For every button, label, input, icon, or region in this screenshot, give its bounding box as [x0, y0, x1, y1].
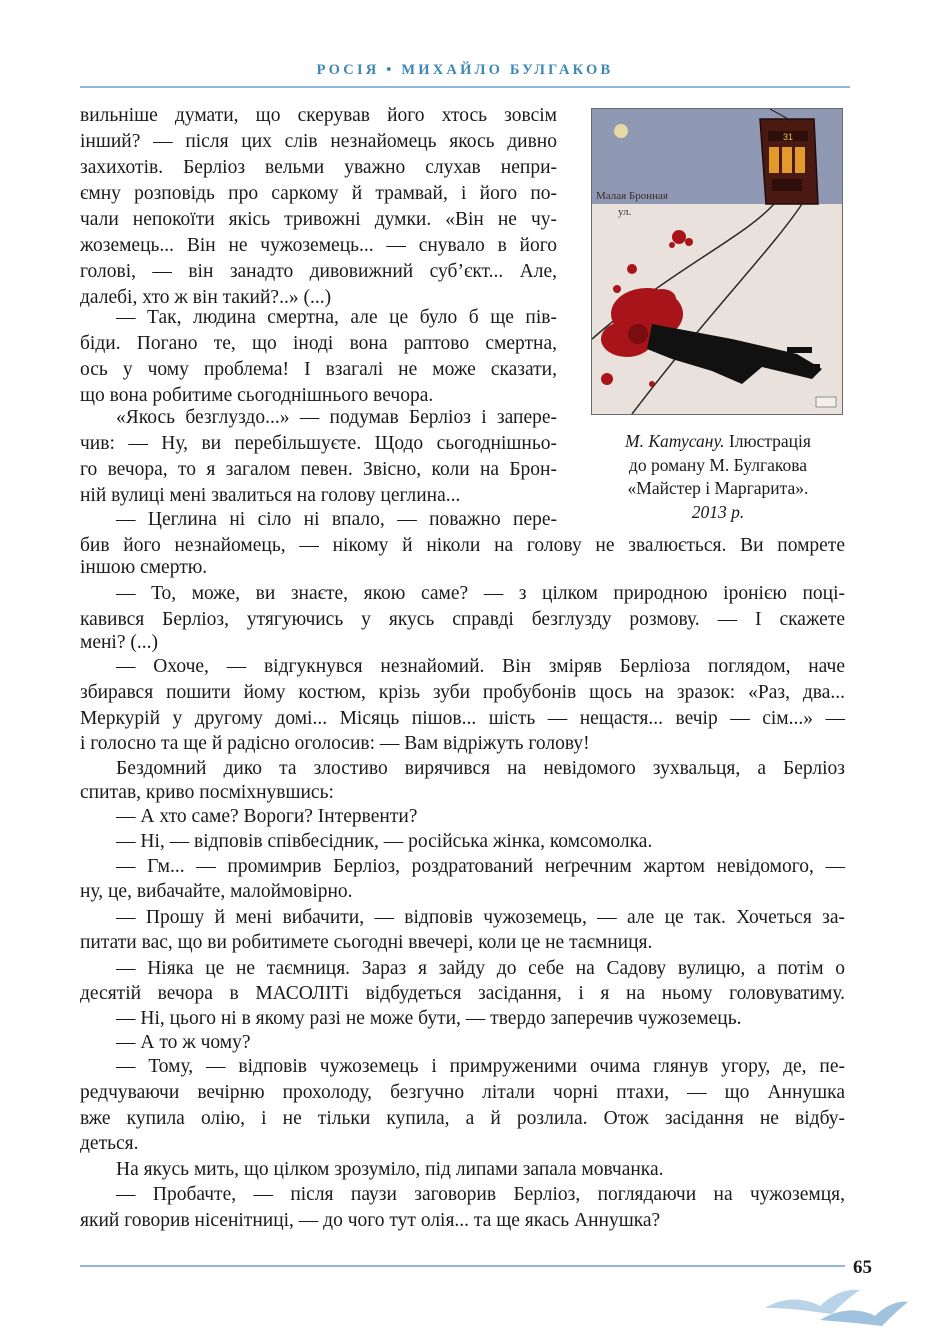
text-line: що вона робитиме сьогоднішнього вечора. — [80, 385, 434, 406]
page-number: 65 — [853, 1257, 872, 1278]
text-line: — Ні, цього ні в якому разі не може бути, — твердо заперечив чужоземець. — [116, 1008, 742, 1029]
moon-shape — [614, 124, 628, 138]
text-line: чали непокоїти якісь тривожні думки. «Він не чу- — [80, 209, 557, 230]
sign-text: Малая Бронная — [596, 190, 668, 202]
text-line: деться. — [80, 1133, 139, 1154]
text-line: — Пробачте, — після паузи заговорив Берліоз, поглядаючи на чужоземця, — [116, 1184, 845, 1205]
running-header: РОСІЯ • МИХАЙЛО БУЛГАКОВ — [316, 62, 614, 78]
text-line: — А хто саме? Вороги? Інтервенти? — [116, 806, 418, 827]
text-line: кавився Берліоз, утягуючись у якусь справді безглузду розмову. — І скажете — [80, 609, 845, 630]
illustration-caption — [583, 430, 853, 524]
text-line: — То, може, ви знаєте, якою саме? — з цілком природною іронією поці- — [116, 583, 845, 604]
text-line: — Ні, — відповів співбесідник, — російська жінка, комсомолка. — [116, 831, 653, 852]
tram-number: 31 — [782, 132, 794, 142]
text-line: голові, — він занадто дивовижний суб’єкт... Але, — [80, 261, 557, 282]
text-line: чив: — Ну, ви перебільшуєте. Щодо сьогоднішньо- — [80, 433, 557, 454]
text-line: біди. Погано те, що іноді вона раптово смертна, — [80, 333, 557, 354]
text-line: вже купила олію, і не тільки купила, а й розлила. Отож засідання не відбу- — [80, 1108, 845, 1129]
footer-divider — [80, 1265, 845, 1267]
text-line: — Ніяка це не таємниця. Зараз я зайду до себе на Садову вулицю, а потім о — [116, 958, 845, 979]
text-line: Бездомний дико та злостиво вирячився на невідомого зухвальця, а Берліоз — [116, 758, 845, 779]
birds-ornament-icon — [760, 1278, 910, 1333]
text-line: мені? (...) — [80, 632, 158, 653]
text-line: вильніше думати, що скерував його хтось зовсім — [80, 105, 557, 126]
text-line: ну, це, вибачайте, малоймовірно. — [80, 881, 353, 902]
text-line: іншою смертю. — [80, 557, 208, 578]
text-line: — Так, людина смертна, але це було б ще пів- — [116, 307, 557, 328]
text-line: — Тому, — відповів чужоземець і примруженими очима глянув угору, де, пе- — [116, 1056, 845, 1077]
text-line: — А то ж чому? — [116, 1032, 251, 1053]
text-line: який говорив нісенітниці, — до чого тут олія... та ще якась Аннушка? — [80, 1210, 661, 1231]
illustration-image — [591, 108, 843, 415]
sign-text-street: ул. — [618, 206, 632, 218]
text-line: захихотів. Берліоз вельми уважно слухав непри- — [80, 157, 557, 178]
text-line: далебі, хто ж він такий?..» (...) — [80, 287, 332, 308]
text-line: і голосно та ще й радісно оголосив: — Вам відріжуть голову! — [80, 733, 590, 754]
text-line: жоземець... Він не чужоземець... — снувало в його — [80, 235, 557, 256]
header-divider — [80, 86, 850, 88]
caption-line-2: до роману М. Булгакова — [628, 454, 808, 475]
text-line: спитав, криво посміхнувшись: — [80, 782, 334, 803]
text-line: «Якось безглуздо...» — подумав Берліоз і запере- — [116, 407, 557, 428]
caption-author: М. Катусану. — [625, 431, 725, 451]
text-line: редчуваючи вечірню прохолоду, безгучно літали чорні птахи, — що Аннушка — [80, 1082, 845, 1103]
tram-shape — [760, 109, 818, 204]
text-line: Меркурій у другому домі... Місяць пішов... шість — нещастя... вечір — сім...» — — [80, 708, 845, 729]
text-line: ось у чому проблема! І взагалі не може сказати, — [80, 359, 557, 380]
text-line: інший? — після цих слів незнайомець якось дивно — [80, 131, 557, 152]
text-line: ній вулиці мені звалиться на голову цеглина... — [80, 485, 461, 506]
caption-text: Ілюстрація — [724, 431, 811, 451]
text-line: го вечора, то я загалом певен. Звісно, коли на Брон- — [80, 459, 557, 480]
text-line: — Гм... — промимрив Берліоз, роздратований неґречним жартом невідомого, — — [116, 856, 845, 877]
text-line: — Цеглина ні сіло ні впало, — поважно пере- — [116, 509, 557, 530]
text-line: питати вас, що ви робитимете сьогодні ввечері, коли це не таємниця. — [80, 932, 653, 953]
text-line: На якусь мить, що цілком зрозуміло, під липами запала мовчанка. — [116, 1159, 664, 1180]
text-line: десятій вечора в МАСОЛІТі відбудеться засідання, і я на ньому головуватиму. — [80, 983, 845, 1004]
text-line: — Прошу й мені вибачити, — відповів чужоземець, — але це так. Хочеться за- — [116, 907, 845, 928]
text-line: бив його незнайомець, — нікому й ніколи на голову не звалюється. Ви помрете — [80, 535, 845, 556]
caption-year: 2013 р. — [691, 501, 745, 522]
text-line: ємну розповідь про саркому й трамвай, і його по- — [80, 183, 557, 204]
text-line: — Охоче, — відгукнувся незнайомий. Він зміряв Берліоза поглядом, наче — [116, 656, 845, 677]
text-line: збирався пошити йому костюм, крізь зуби пробубонів щось на зразок: «Раз, два... — [80, 682, 845, 703]
caption-line-3: «Майстер і Маргарита». — [627, 478, 809, 498]
